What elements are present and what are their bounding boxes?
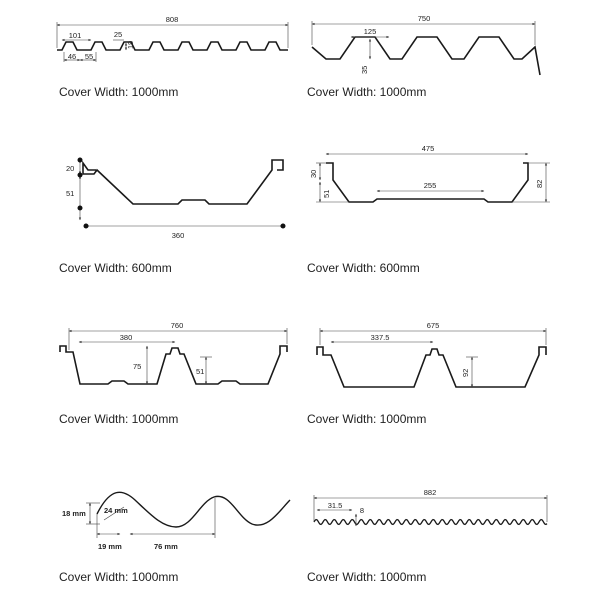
- panel-1-caption: Cover Width: 1000mm: [59, 85, 179, 99]
- panel-1-dim-width: 808: [165, 15, 179, 24]
- panel-4-dim-top: 30: [309, 169, 318, 178]
- panel-1-dim-height: 19: [126, 40, 135, 49]
- panel-1-dim-pitch: 101: [68, 31, 82, 40]
- panel-1-dim-a: 46: [67, 52, 77, 61]
- panel-6-caption: Cover Width: 1000mm: [307, 412, 427, 426]
- panel-2-caption: Cover Width: 1000mm: [307, 85, 427, 99]
- panel-5-dimensions: [69, 328, 287, 384]
- panel-4-dimensions: [316, 154, 550, 202]
- panel-3-dim-seam: 20: [66, 164, 75, 173]
- panel-1-dim-b: 55: [84, 52, 94, 61]
- panel-7-dimensions: [86, 498, 215, 538]
- panel-4-dim-pan: 255: [423, 181, 437, 190]
- panel-8-dim-height: 8: [359, 506, 365, 515]
- panel-2-dim-height: 35: [360, 65, 369, 74]
- panel-6-dim-width: 675: [426, 321, 440, 330]
- panel-7-dim-pitch: 76 mm: [154, 542, 178, 551]
- panel-5-profile: [60, 346, 287, 384]
- panel-8-dim-pitch: 31.5: [327, 501, 343, 510]
- panel-8-profile: [314, 520, 547, 525]
- panel-5-caption: Cover Width: 1000mm: [59, 412, 179, 426]
- panel-8-caption: Cover Width: 1000mm: [307, 570, 427, 584]
- panel-5-dim-rib: 75: [133, 362, 142, 371]
- panel-6-profile: [317, 347, 546, 387]
- panel-6-dim-height: 92: [461, 368, 470, 377]
- panel-2-dim-width: 750: [417, 14, 431, 23]
- panel-1-dim-top: 25: [113, 30, 123, 39]
- panel-3-caption: Cover Width: 600mm: [59, 261, 172, 275]
- panel-7-caption: Cover Width: 1000mm: [59, 570, 179, 584]
- panel-1-profile: [57, 42, 288, 50]
- panel-5-dim-width: 760: [170, 321, 184, 330]
- panel-7-dim-flat: 19 mm: [98, 542, 122, 551]
- panel-3-dim-height: 51: [66, 189, 75, 198]
- panel-3-dim-width: 360: [171, 231, 185, 240]
- panel-5-dim-height: 51: [196, 367, 205, 376]
- panel-5-dim-half: 380: [119, 333, 133, 342]
- panel-6-dimensions: [320, 328, 546, 387]
- panel-6-dim-half: 337.5: [370, 333, 390, 342]
- panel-4-dim-width: 475: [421, 144, 435, 153]
- panel-7-dim-radius: 24 mm: [104, 506, 128, 515]
- panel-7-dim-height: 18 mm: [62, 509, 86, 518]
- panel-3-dimensions: [80, 160, 283, 226]
- panel-8-dim-width: 882: [423, 488, 437, 497]
- panel-2-dim-pitch: 125: [363, 27, 377, 36]
- panel-2-profile: [312, 37, 540, 75]
- panel-3-profile: [83, 160, 283, 204]
- panel-4-dim-lower: 51: [322, 189, 331, 198]
- panel-4-caption: Cover Width: 600mm: [307, 261, 420, 275]
- panel-4-dim-height: 82: [535, 179, 544, 188]
